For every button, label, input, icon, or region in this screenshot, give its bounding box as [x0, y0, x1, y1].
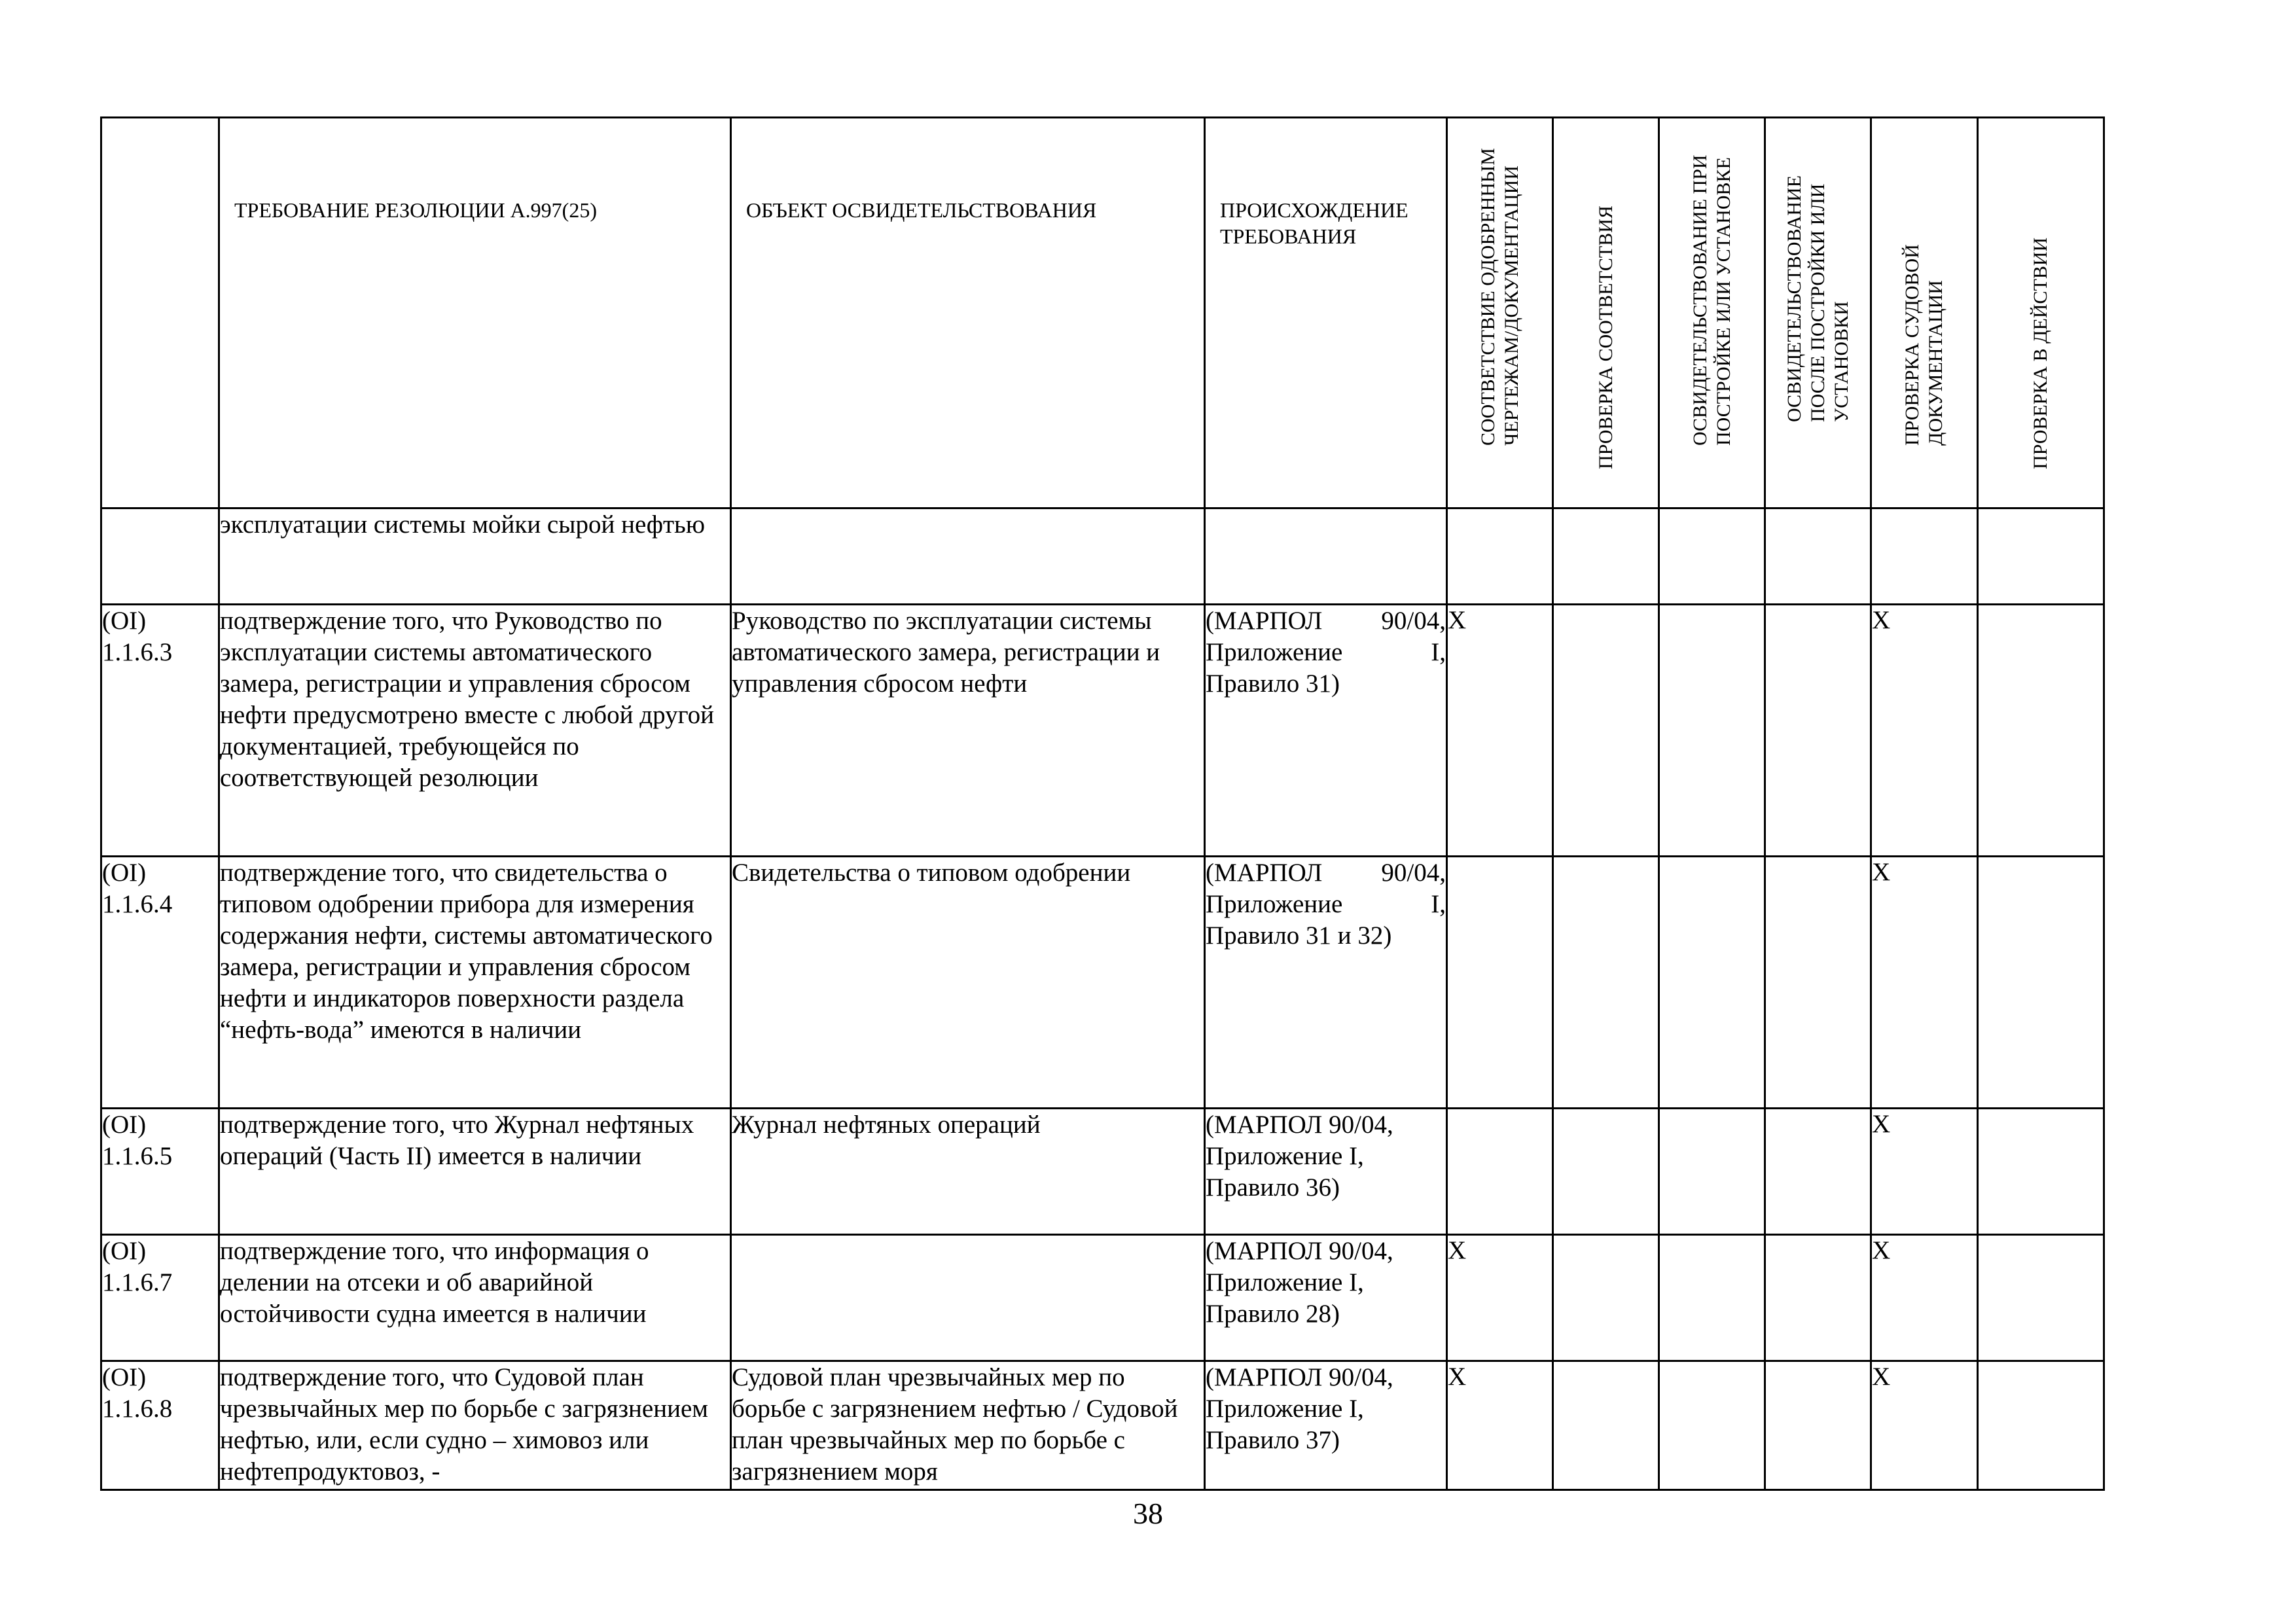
header-vertical-label: ПОСТРОЙКЕ ИЛИ УСТАНОВКЕ: [1712, 157, 1734, 446]
mark-survey-during-construction: [1659, 508, 1765, 605]
header-id-cell: [101, 118, 219, 508]
row-id-prefix: (OI): [102, 607, 147, 635]
mark-survey-after-construction: [1765, 1235, 1871, 1361]
mark-compliance-check: [1553, 1361, 1659, 1490]
header-survey-after-construction: [1765, 118, 1871, 508]
mark-ship-documentation-check: X: [1871, 857, 1978, 1109]
row-id-prefix: (OI): [102, 1111, 147, 1139]
row-origin: [1205, 508, 1447, 605]
header-object-label: ОБЪЕКТ ОСВИДЕТЕЛЬСТВОВАНИЯ: [746, 198, 1097, 222]
row-id-number: 1.1.6.5: [102, 1141, 173, 1170]
mark-survey-during-construction: [1659, 605, 1765, 857]
mark-approved-drawings: [1447, 1109, 1553, 1235]
mark-approved-drawings: X: [1447, 1361, 1553, 1490]
mark-ship-documentation-check: [1871, 508, 1978, 605]
mark-survey-after-construction: [1765, 857, 1871, 1109]
row-requirement: эксплуатации системы мойки сырой нефтью: [219, 508, 731, 605]
header-vertical-label: ДОКУМЕНТАЦИИ: [1925, 280, 1946, 446]
mark-ship-documentation-check: X: [1871, 1235, 1978, 1361]
table-row: [101, 1109, 2104, 1235]
row-id-number: 1.1.6.4: [102, 889, 173, 918]
header-vertical-label: ЧЕРТЕЖАМ/ДОКУМЕНТАЦИИ: [1500, 165, 1522, 446]
origin-annex-number: I,: [1431, 637, 1446, 666]
row-object: [731, 508, 1205, 605]
mark-survey-after-construction: [1765, 508, 1871, 605]
header-vertical-label: СООТВЕТСТВИЕ ОДОБРЕННЫМ: [1477, 148, 1499, 446]
row-origin: [1205, 605, 1447, 857]
header-survey-during-construction: [1659, 118, 1765, 508]
header-operational-check: [1978, 118, 2104, 508]
row-id-cell: [101, 1109, 219, 1235]
table-row: [101, 605, 2104, 857]
mark-approved-drawings: X: [1447, 1235, 1553, 1361]
header-vertical-label: УСТАНОВКИ: [1830, 301, 1852, 422]
header-origin-label: ПРОИСХОЖДЕНИЕ ТРЕБОВАНИЯ: [1220, 198, 1408, 248]
mark-compliance-check: [1553, 508, 1659, 605]
row-requirement: подтверждение того, что свидетельства о типовом одобрении прибора для измерения содержания нефти, системы автоматического замера, регистрации и управления сбросом нефти и индикаторов поверхности раздела “нефть-вода” имеются в наличии: [219, 857, 731, 1109]
mark-survey-after-construction: [1765, 605, 1871, 857]
row-id-cell: [101, 1235, 219, 1361]
mark-compliance-check: [1553, 857, 1659, 1109]
origin-version: 90/04,: [1381, 607, 1446, 635]
row-id-number: 1.1.6.7: [102, 1268, 173, 1296]
table-row: [101, 857, 2104, 1109]
mark-ship-documentation-check: X: [1871, 605, 1978, 857]
row-id-prefix: (OI): [102, 1363, 147, 1391]
row-id-number: 1.1.6.8: [102, 1394, 173, 1423]
mark-operational-check: [1978, 1109, 2104, 1235]
header-vertical-label: ОСВИДЕТЕЛЬСТВОВАНИЕ ПРИ: [1689, 154, 1711, 446]
row-requirement: подтверждение того, что Журнал нефтяных операций (Часть II) имеется в наличии: [219, 1109, 731, 1235]
mark-operational-check: [1978, 605, 2104, 857]
origin-version: 90/04,: [1381, 859, 1446, 887]
row-origin: [1205, 1361, 1447, 1490]
header-compliance-check: [1553, 118, 1659, 508]
row-object: Журнал нефтяных операций: [731, 1109, 1205, 1235]
origin-rule: Правило 31): [1206, 669, 1340, 698]
row-origin: [1205, 1235, 1447, 1361]
row-object: Судовой план чрезвычайных мер по борьбе с загрязнением нефтью / Судовой план чрезвычайных мер по борьбе с загрязнением моря: [731, 1361, 1205, 1490]
origin-annex: Приложение I,: [1206, 1394, 1364, 1423]
row-id-cell: [101, 605, 219, 857]
table-row: [101, 1361, 2104, 1490]
mark-operational-check: [1978, 1235, 2104, 1361]
header-vertical-label: ПРОВЕРКА СООТВЕТСТВИЯ: [1594, 205, 1617, 469]
origin-annex: Приложение I,: [1206, 1141, 1364, 1170]
row-requirement: подтверждение того, что информация о делении на отсеки и об аварийной остойчивости судна имеется в наличии: [219, 1235, 731, 1361]
row-object: Руководство по эксплуатации системы автоматического замера, регистрации и управления сбросом нефти: [731, 605, 1205, 857]
header-vertical-label: ПОСЛЕ ПОСТРОЙКИ ИЛИ: [1806, 183, 1829, 422]
origin-annex: Приложение: [1206, 637, 1343, 666]
table-row: [101, 1235, 2104, 1361]
mark-survey-during-construction: [1659, 1361, 1765, 1490]
header-ship-documentation-check: [1871, 118, 1978, 508]
row-origin: [1205, 1109, 1447, 1235]
header-vertical-label: ПРОВЕРКА В ДЕЙСТВИИ: [2030, 237, 2051, 469]
header-object: [731, 118, 1205, 508]
origin-annex: Приложение I,: [1206, 1268, 1364, 1296]
mark-ship-documentation-check: X: [1871, 1361, 1978, 1490]
survey-requirements-table: [100, 116, 2105, 1491]
row-object: [731, 1235, 1205, 1361]
origin-source: (МАРПОЛ: [1206, 859, 1323, 887]
origin-rule: Правило 37): [1206, 1425, 1340, 1454]
table-header-row: [101, 118, 2104, 508]
mark-operational-check: [1978, 508, 2104, 605]
mark-operational-check: [1978, 1361, 2104, 1490]
origin-rule: Правило 36): [1206, 1173, 1340, 1202]
mark-ship-documentation-check: X: [1871, 1109, 1978, 1235]
header-requirement: [219, 118, 731, 508]
mark-survey-during-construction: [1659, 1109, 1765, 1235]
table-row: [101, 508, 2104, 605]
mark-survey-during-construction: [1659, 857, 1765, 1109]
mark-survey-during-construction: [1659, 1235, 1765, 1361]
origin-source: (МАРПОЛ 90/04,: [1206, 1111, 1393, 1139]
origin-source: (МАРПОЛ 90/04,: [1206, 1237, 1393, 1265]
origin-source: (МАРПОЛ 90/04,: [1206, 1363, 1393, 1391]
header-vertical-label: ПРОВЕРКА СУДОВОЙ: [1901, 244, 1923, 446]
origin-rule: Правило 31 и 32): [1206, 921, 1392, 950]
mark-approved-drawings: [1447, 508, 1553, 605]
mark-compliance-check: [1553, 1235, 1659, 1361]
mark-operational-check: [1978, 857, 2104, 1109]
page-number: 38: [1133, 1497, 1163, 1530]
mark-survey-after-construction: [1765, 1361, 1871, 1490]
header-requirement-label: ТРЕБОВАНИЕ РЕЗОЛЮЦИИ A.997(25): [234, 198, 597, 222]
row-object: Свидетельства о типовом одобрении: [731, 857, 1205, 1109]
mark-survey-after-construction: [1765, 1109, 1871, 1235]
origin-annex-number: I,: [1431, 889, 1446, 918]
row-id-cell: [101, 508, 219, 605]
row-id-prefix: (OI): [102, 1237, 147, 1265]
mark-compliance-check: [1553, 1109, 1659, 1235]
row-requirement: подтверждение того, что Судовой план чрезвычайных мер по борьбе с загрязнением нефтью, или, если судно – химовоз или нефтепродуктовоз, -: [219, 1361, 731, 1490]
row-id-number: 1.1.6.3: [102, 637, 173, 666]
origin-annex: Приложение: [1206, 889, 1343, 918]
mark-approved-drawings: [1447, 857, 1553, 1109]
header-approved-drawings: [1447, 118, 1553, 508]
row-id-cell: [101, 1361, 219, 1490]
origin-rule: Правило 28): [1206, 1299, 1340, 1328]
origin-source: (МАРПОЛ: [1206, 607, 1323, 635]
header-origin: [1205, 118, 1447, 508]
header-vertical-label: ОСВИДЕТЕЛЬСТВОВАНИЕ: [1783, 175, 1805, 422]
row-id-prefix: (OI): [102, 859, 147, 887]
row-id-cell: [101, 857, 219, 1109]
mark-approved-drawings: X: [1447, 605, 1553, 857]
row-origin: [1205, 857, 1447, 1109]
mark-compliance-check: [1553, 605, 1659, 857]
row-requirement: подтверждение того, что Руководство по эксплуатации системы автоматического замера, регистрации и управления сбросом нефти предусмотрено вместе с любой другой документацией, требующейся по соответствующей резолюции: [219, 605, 731, 857]
